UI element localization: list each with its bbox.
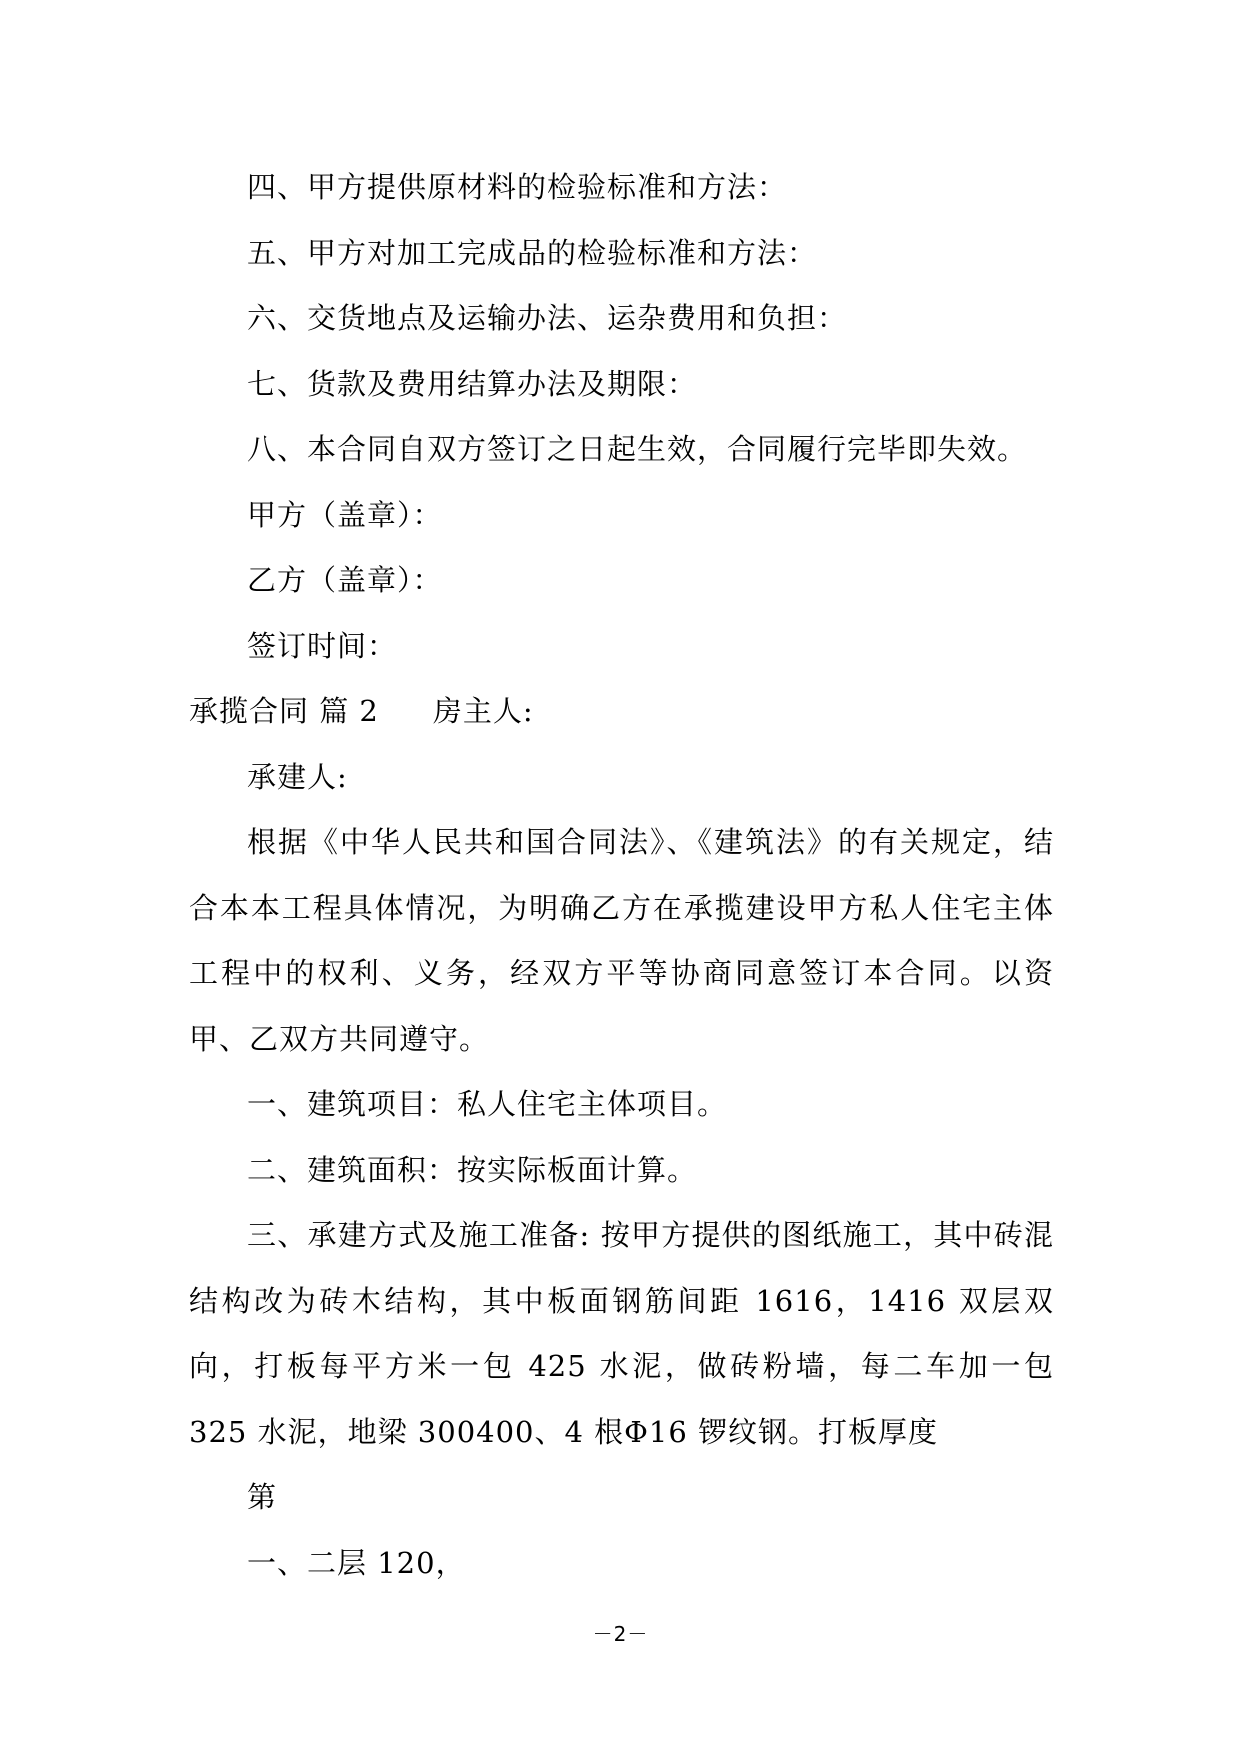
item-building-area: 二、建筑面积：按实际板面计算。 bbox=[247, 1152, 698, 1187]
clause-6: 六、交货地点及运输办法、运杂费用和负担： bbox=[247, 301, 848, 335]
page-number: －2－ bbox=[592, 1622, 649, 1646]
section-heading-line bbox=[189, 679, 1054, 745]
line-di: 第 bbox=[247, 1480, 278, 1514]
section-heading: 承揽合同 篇 2 bbox=[189, 694, 379, 728]
homeowner-label: 房主人: bbox=[432, 694, 534, 728]
clause-5: 五、甲方对加工完成品的检验标准和方法： bbox=[247, 235, 818, 270]
contractor-label: 承建人: bbox=[247, 759, 348, 794]
party-a-seal: 甲方（盖章）： bbox=[247, 497, 443, 532]
signing-date: 签订时间： bbox=[247, 628, 398, 663]
item-construction-method: 三、承建方式及施工准备: 按甲方提供的图纸施工，其中砖混结构改为砖木结构，其中板面钢筋间距 1616，1416 双层双向，打板每平方米一包 425 水泥，做砖粉墙，每二车加一包 325 水泥，地梁 300400、4 根Φ16 锣纹钢。打板厚度 bbox=[189, 1218, 1054, 1449]
clause-7: 七、货款及费用结算办法及期限： bbox=[247, 366, 698, 401]
document-body bbox=[189, 155, 1054, 1596]
basis-paragraph: 根据《中华人民共和国合同法》、《建筑法》的有关规定，结合本本工程具体情况，为明确乙方在承揽建设甲方私人住宅主体工程中的权利、义务，经双方平等协商同意签订本合同。以资甲、乙双方共同遵守。 bbox=[189, 825, 1054, 1056]
party-b-seal: 乙方（盖章）： bbox=[247, 563, 443, 597]
line-floor-thickness: 一、二层 120， bbox=[247, 1545, 466, 1580]
clause-8: 八、本合同自双方签订之日起生效，合同履行完毕即失效。 bbox=[247, 432, 1028, 466]
item-building-project: 一、建筑项目：私人住宅主体项目。 bbox=[247, 1087, 728, 1121]
clause-4: 四、甲方提供原材料的检验标准和方法： bbox=[247, 170, 788, 204]
